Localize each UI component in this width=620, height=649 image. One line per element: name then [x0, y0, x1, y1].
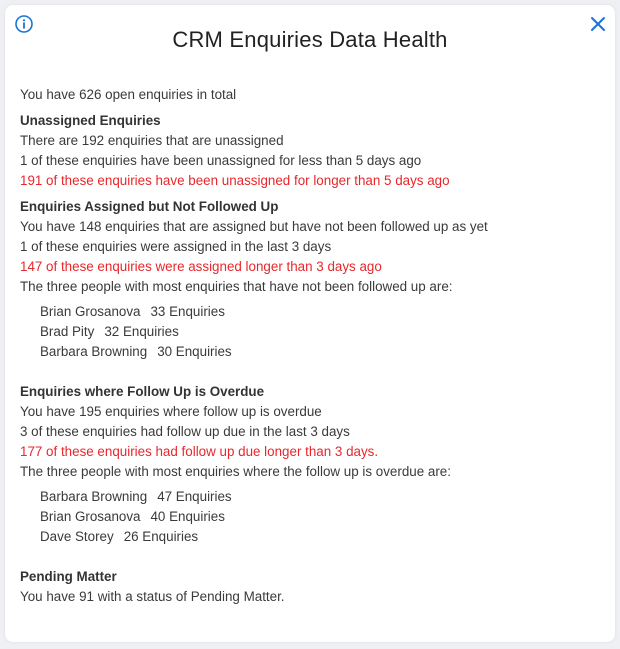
summary-text: You have 626 open enquiries in total: [20, 87, 237, 102]
person-count: 30 Enquiries: [157, 344, 232, 359]
list-item: [40, 487, 600, 507]
not-followed-total: You have 148 enquiries that are assigned but have not been followed up as yet: [20, 219, 488, 234]
report-content: [20, 85, 600, 607]
person-count: 32 Enquiries: [104, 324, 179, 339]
dialog-title: CRM Enquiries Data Health: [172, 27, 448, 52]
overdue-total: You have 195 enquiries where follow up is overdue: [20, 404, 322, 419]
list-item: [40, 507, 600, 527]
unassigned-heading: Unassigned Enquiries: [20, 113, 161, 128]
pending-text: You have 91 with a status of Pending Matter.: [20, 589, 285, 604]
not-followed-recent: 1 of these enquiries were assigned in the last 3 days: [20, 239, 332, 254]
unassigned-total: There are 192 enquiries that are unassigned: [20, 133, 284, 148]
pending-heading: Pending Matter: [20, 569, 117, 584]
unassigned-alert: 191 of these enquiries have been unassigned for longer than 5 days ago: [20, 173, 450, 188]
person-name: Brad Pity: [40, 324, 95, 339]
overdue-people-list: [20, 487, 600, 547]
person-count: 40 Enquiries: [150, 509, 225, 524]
overdue-recent: 3 of these enquiries had follow up due in the last 3 days: [20, 424, 350, 439]
person-name: Brian Grosanova: [40, 304, 141, 319]
overdue-top-intro: The three people with most enquiries where the follow up is overdue are:: [20, 464, 451, 479]
not-followed-top-intro: The three people with most enquiries that have not been followed up are:: [20, 279, 453, 294]
overdue-heading: Enquiries where Follow Up is Overdue: [20, 384, 265, 399]
person-count: 26 Enquiries: [123, 529, 199, 544]
person-name: Brian Grosanova: [40, 509, 141, 524]
person-name: Barbara Browning: [40, 489, 148, 504]
data-health-dialog: [5, 5, 615, 642]
list-item: [40, 322, 600, 342]
unassigned-recent: 1 of these enquiries have been unassigned for less than 5 days ago: [20, 153, 422, 168]
person-name: Barbara Browning: [40, 344, 148, 359]
list-item: [40, 302, 600, 322]
list-item: [40, 527, 600, 547]
list-item: [40, 342, 600, 362]
close-icon[interactable]: [589, 15, 607, 33]
overdue-alert: 177 of these enquiries had follow up due longer than 3 days.: [20, 444, 379, 459]
person-name: Dave Storey: [40, 529, 114, 544]
not-followed-heading: Enquiries Assigned but Not Followed Up: [20, 199, 279, 214]
person-count: 33 Enquiries: [150, 304, 225, 319]
person-count: 47 Enquiries: [157, 489, 232, 504]
not-followed-people-list: [20, 302, 600, 362]
not-followed-alert: 147 of these enquiries were assigned longer than 3 days ago: [20, 259, 382, 274]
